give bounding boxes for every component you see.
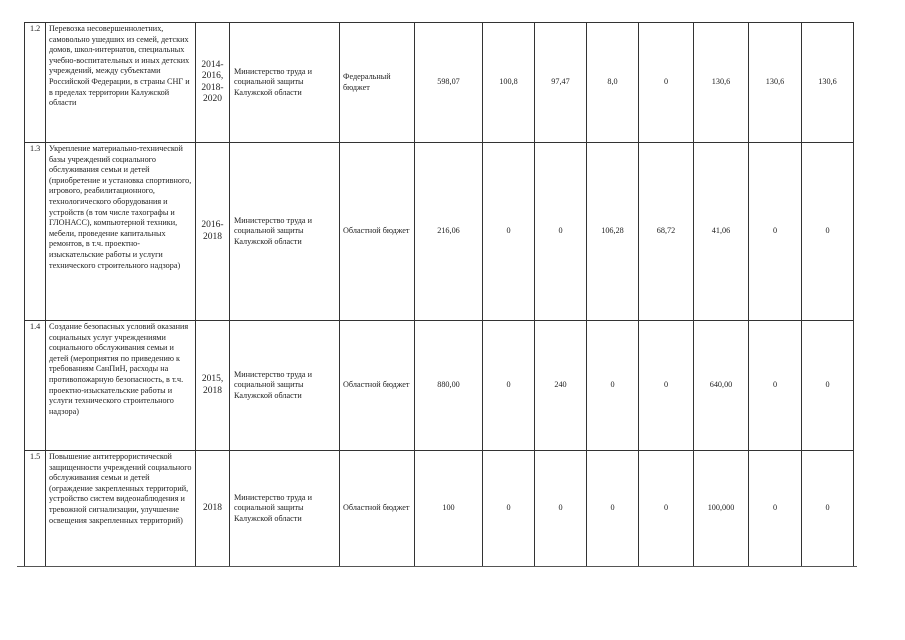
measure-name-text: Укрепление материально-технической базы учреждений социального обслуживания семьи и детей (приобретение и установка спортивного, игрового, реабилитационного, технологического оборудования и устройств (в том числе тахографы и ГЛОНАСС), компьютерной техники, мебели, проведение капитальных ремонтов, в т.ч. проектно-изыскательские работы и услуги технического строительного надзора) — [49, 144, 192, 270]
program-measures-table — [24, 22, 854, 567]
implementation-years-text: 2018 — [203, 502, 222, 513]
funding-value-text: 240 — [554, 380, 567, 390]
measure-name — [46, 23, 196, 143]
funding-value — [535, 23, 587, 143]
row-number — [25, 23, 46, 143]
funding-value-text: 880,00 — [437, 380, 460, 390]
funding-value — [802, 451, 854, 567]
funding-value-text: 100,000 — [707, 503, 735, 513]
funding-value — [483, 321, 535, 451]
measure-name-text: Создание безопасных условий оказания социальных услуг учреждениями социального обслуживания семьи и детей (мероприятия по приведению к требованиям СанПиН, расходы на противопожарную безопасность, в т.ч. проектно-изыскательские работы и услуги технического строительного надзора) — [49, 322, 189, 416]
funding-value-text: 0 — [772, 503, 778, 513]
funding-value — [639, 321, 694, 451]
funding-source-text: Федеральный бюджет — [343, 71, 391, 92]
funding-value — [749, 451, 802, 567]
table-row — [25, 23, 854, 143]
row-number-text: 1.4 — [30, 322, 41, 331]
funding-value — [749, 321, 802, 451]
implementation-years — [196, 321, 230, 451]
funding-value — [415, 451, 483, 567]
funding-value-text: 640,00 — [709, 380, 733, 390]
implementation-years-text: 2014-2016, 2018-2020 — [201, 59, 224, 104]
responsible-org-text: Министерство труда и социальной защиты Калужской области — [234, 369, 312, 400]
page-bottom-rule — [17, 566, 857, 567]
funding-value-text: 0 — [825, 380, 830, 390]
funding-value-text: 0 — [663, 77, 669, 87]
funding-value — [802, 23, 854, 143]
funding-value-text: 130,6 — [765, 77, 785, 87]
row-number-text: 1.3 — [30, 144, 41, 153]
funding-value-text: 97,47 — [551, 77, 570, 87]
table-row — [25, 451, 854, 567]
funding-value — [535, 321, 587, 451]
funding-value-text: 0 — [610, 503, 615, 513]
funding-value-text: 68,72 — [656, 226, 676, 236]
funding-value — [587, 143, 639, 321]
funding-value — [802, 321, 854, 451]
row-number — [25, 451, 46, 567]
implementation-years — [196, 23, 230, 143]
row-number — [25, 143, 46, 321]
funding-value — [694, 143, 749, 321]
funding-value-text: 0 — [825, 503, 830, 513]
measure-name-text: Перевозка несовершеннолетних, самовольно ушедших из семей, детских домов, школ-интернатов, специальных учебно-воспитательных и иных детских учреждений, между субъектами Российской Федерации, в страны СНГ и в пределах территории Калужской области — [49, 24, 190, 108]
funding-value-text: 216,06 — [437, 226, 460, 236]
row-number-text: 1.5 — [30, 452, 41, 461]
funding-value-text: 598,07 — [437, 77, 460, 87]
funding-value — [749, 143, 802, 321]
funding-value-text: 0 — [772, 226, 778, 236]
row-number-text: 1.2 — [30, 24, 41, 33]
implementation-years — [196, 143, 230, 321]
funding-value — [415, 321, 483, 451]
implementation-years-text: 2015, 2018 — [201, 374, 224, 396]
funding-value — [694, 321, 749, 451]
implementation-years-text: 2016-2018 — [201, 220, 224, 242]
row-number — [25, 321, 46, 451]
funding-value — [639, 23, 694, 143]
responsible-org — [230, 451, 340, 567]
funding-value-text: 0 — [558, 503, 563, 513]
responsible-org-text: Министерство труда и социальной защиты Калужской области — [234, 215, 312, 246]
funding-value-text: 130,6 — [711, 77, 731, 87]
table-row — [25, 143, 854, 321]
measure-name-text: Повышение антитеррористической защищенности учреждений социального обслуживания семьи и детей (ограждение закрепленных территорий, устройство систем видеонаблюдения и тревожной сигнализации, улучшение освещения закрепленных территорий) — [49, 452, 192, 525]
responsible-org — [230, 143, 340, 321]
funding-source-text: Областной бюджет — [343, 503, 410, 513]
funding-value-text: 0 — [663, 380, 669, 390]
funding-value-text: 0 — [558, 226, 563, 236]
table-row — [25, 321, 854, 451]
funding-value-text: 106,28 — [601, 226, 624, 236]
funding-value — [639, 451, 694, 567]
funding-value — [415, 143, 483, 321]
responsible-org — [230, 321, 340, 451]
funding-value — [587, 451, 639, 567]
funding-value — [802, 143, 854, 321]
measure-name — [46, 321, 196, 451]
funding-value-text: 0 — [663, 503, 669, 513]
responsible-org-text: Министерство труда и социальной защиты Калужской области — [234, 492, 312, 523]
funding-value — [694, 451, 749, 567]
funding-value-text: 0 — [610, 380, 615, 390]
funding-source-text: Областной бюджет — [343, 226, 410, 236]
funding-value — [483, 23, 535, 143]
responsible-org — [230, 23, 340, 143]
funding-value — [749, 23, 802, 143]
funding-value — [415, 23, 483, 143]
funding-value-text: 0 — [506, 226, 511, 236]
funding-value-text: 8,0 — [607, 77, 618, 87]
funding-value — [535, 143, 587, 321]
funding-value-text: 0 — [506, 380, 511, 390]
funding-value-text: 0 — [772, 380, 778, 390]
measure-name — [46, 143, 196, 321]
funding-source — [340, 23, 415, 143]
measure-name — [46, 451, 196, 567]
implementation-years — [196, 451, 230, 567]
funding-value-text: 41,06 — [711, 226, 731, 236]
funding-value — [483, 451, 535, 567]
funding-source — [340, 451, 415, 567]
funding-value-text: 0 — [825, 226, 830, 236]
funding-value — [639, 143, 694, 321]
funding-source — [340, 321, 415, 451]
funding-source-text: Областной бюджет — [343, 380, 410, 390]
funding-value — [483, 143, 535, 321]
funding-source — [340, 143, 415, 321]
funding-value — [535, 451, 587, 567]
funding-value-text: 0 — [506, 503, 511, 513]
funding-value-text: 130,6 — [818, 77, 837, 87]
responsible-org-text: Министерство труда и социальной защиты Калужской области — [234, 66, 312, 97]
funding-value — [694, 23, 749, 143]
funding-value-text: 100 — [442, 503, 455, 513]
funding-value-text: 100,8 — [499, 77, 518, 87]
funding-value — [587, 321, 639, 451]
funding-value — [587, 23, 639, 143]
